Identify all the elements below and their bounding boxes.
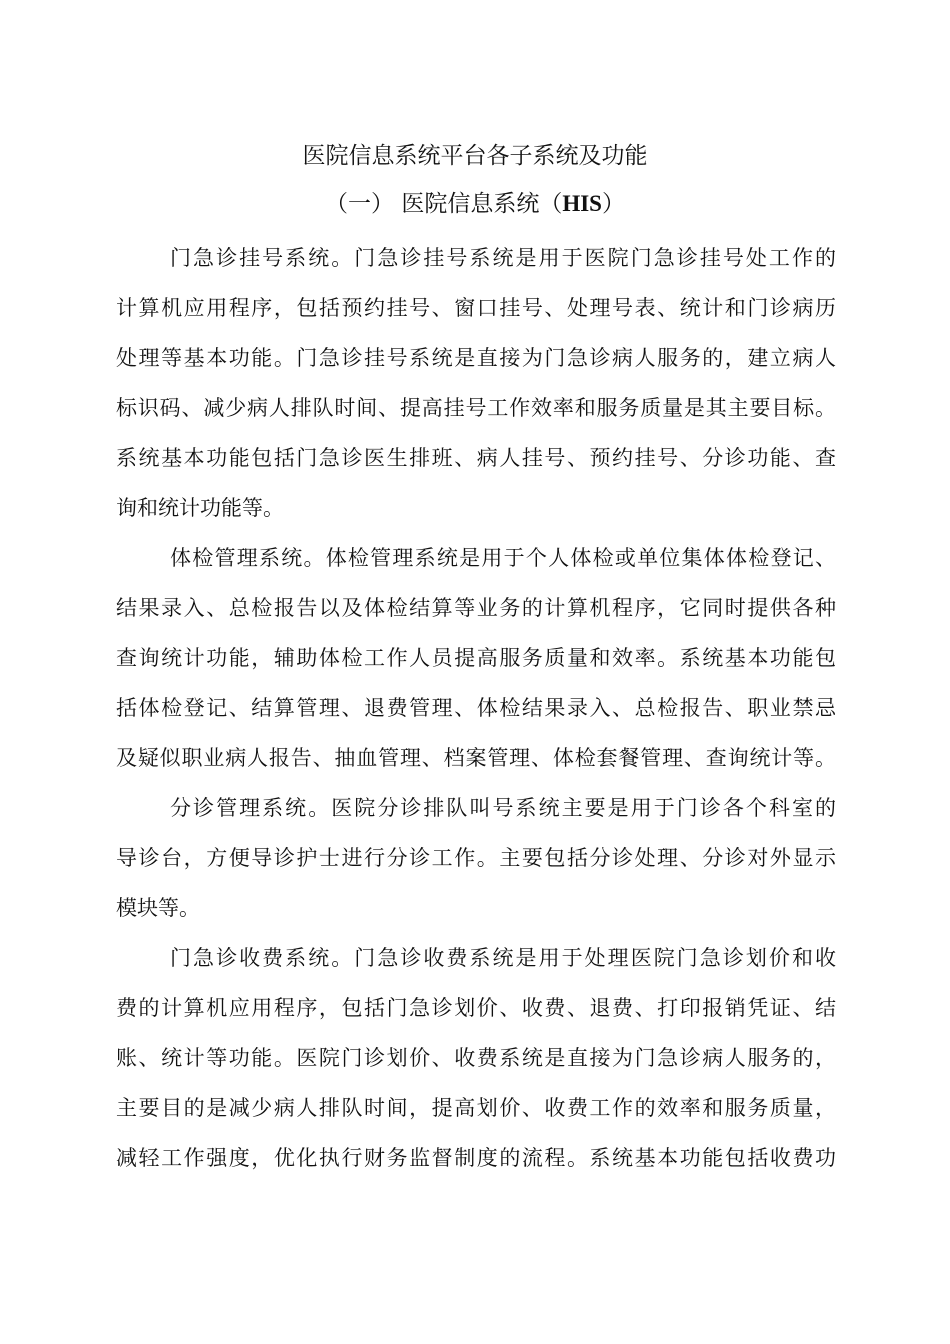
paragraph-line: 标识码、减少病人排队时间、提高挂号工作效率和服务质量是其主要目标。 — [116, 396, 836, 420]
paragraph-line: 计算机应用程序，包括预约挂号、窗口挂号、处理号表、统计和门诊病历 — [116, 296, 836, 320]
section-heading-prefix: （一） 医院信息系统（ — [325, 191, 563, 217]
paragraph-line: 处理等基本功能。门急诊挂号系统是直接为门急诊病人服务的，建立病人 — [116, 346, 836, 370]
paragraph-line: 门急诊收费系统。门急诊收费系统是用于处理医院门急诊划价和收 — [170, 946, 836, 970]
paragraph-line: 系统基本功能包括门急诊医生排班、病人挂号、预约挂号、分诊功能、查 — [116, 446, 836, 470]
section-heading — [0, 186, 950, 222]
paragraph-line: 导诊台，方便导诊护士进行分诊工作。主要包括分诊处理、分诊对外显示 — [116, 846, 836, 870]
paragraph-line: 主要目的是减少病人排队时间，提高划价、收费工作的效率和服务质量， — [116, 1096, 836, 1120]
paragraph-line: 减轻工作强度，优化执行财务监督制度的流程。系统基本功能包括收费功 — [116, 1146, 836, 1170]
paragraph-line: 体检管理系统。体检管理系统是用于个人体检或单位集体体检登记、 — [170, 546, 836, 570]
paragraph-line: 结果录入、总检报告以及体检结算等业务的计算机程序，它同时提供各种 — [116, 596, 836, 620]
section-heading-abbr: HIS — [562, 191, 602, 216]
section-heading-suffix: ） — [601, 191, 625, 217]
paragraph-line: 账、统计等功能。医院门诊划价、收费系统是直接为门急诊病人服务的， — [116, 1046, 836, 1070]
paragraph-line: 分诊管理系统。医院分诊排队叫号系统主要是用于门诊各个科室的 — [170, 796, 836, 820]
paragraph-line: 询和统计功能等。 — [116, 496, 284, 520]
paragraph-line: 及疑似职业病人报告、抽血管理、档案管理、体检套餐管理、查询统计等。 — [116, 746, 836, 770]
paragraph-line: 门急诊挂号系统。门急诊挂号系统是用于医院门急诊挂号处工作的 — [170, 246, 836, 270]
paragraph-line: 费的计算机应用程序，包括门急诊划价、收费、退费、打印报销凭证、结 — [116, 996, 836, 1020]
paragraph-line: 查询统计功能，辅助体检工作人员提高服务质量和效率。系统基本功能包 — [116, 646, 836, 670]
paragraph-line: 模块等。 — [116, 896, 200, 920]
paragraph-line: 括体检登记、结算管理、退费管理、体检结果录入、总检报告、职业禁忌 — [116, 696, 836, 720]
document-title: 医院信息系统平台各子系统及功能 — [302, 143, 648, 169]
